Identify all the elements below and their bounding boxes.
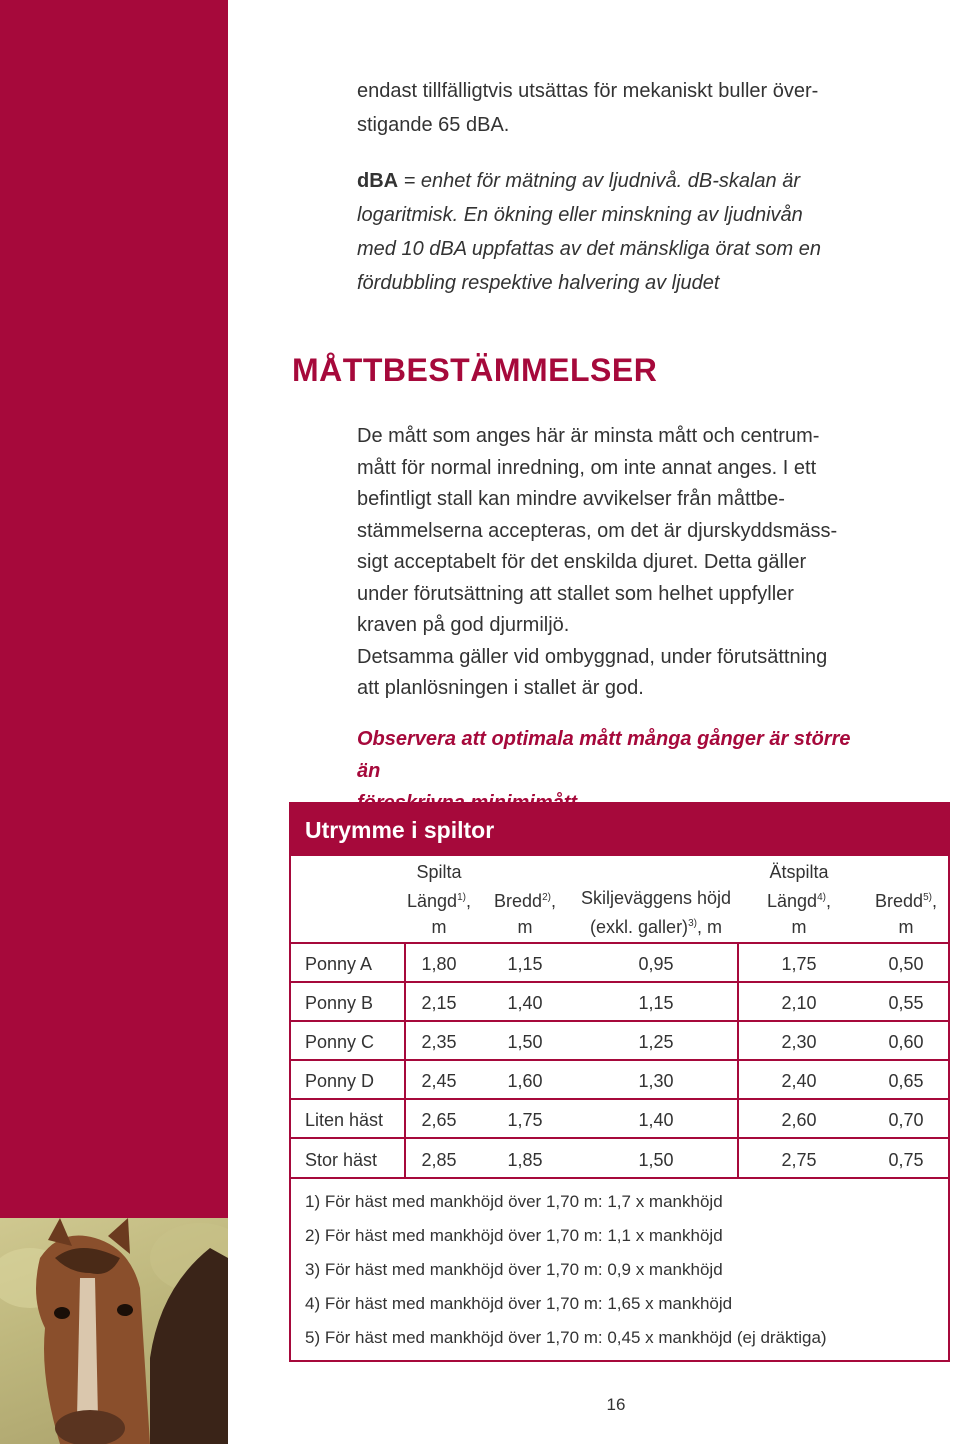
cell-skiljevagg: 1,50 — [638, 1150, 674, 1170]
page-number: 16 — [606, 1395, 626, 1414]
body-line: sigt acceptabelt för det enskilda djuret. Detta gäller — [357, 551, 807, 573]
table-col-rule — [404, 942, 406, 1179]
cell-atspilta-bredd: 0,60 — [888, 1032, 924, 1052]
row-label: Ponny D — [305, 1071, 375, 1091]
header-group-atspilta: Ätspilta — [769, 862, 829, 882]
header-atspilta-bredd — [861, 885, 951, 940]
body-line: under förutsättning att stallet som helhet uppfyller — [357, 582, 794, 605]
header-at-langd-label — [751, 885, 847, 914]
spiltor-table — [289, 802, 950, 1362]
table-title: Utrymme i spiltor — [291, 804, 948, 856]
body-line: befintligt stall kan mindre avvikelser från måttbe- — [357, 488, 785, 510]
table-rule — [291, 1137, 948, 1139]
header-atspilta-langd — [751, 859, 847, 940]
cell-spilta-bredd: 1,85 — [507, 1150, 543, 1170]
row-label: Stor häst — [305, 1150, 378, 1170]
header-sup: 4) — [817, 892, 826, 903]
cell-atspilta-bredd: 0,55 — [888, 993, 924, 1013]
table-rule — [291, 981, 948, 983]
cell-skiljevagg: 1,40 — [638, 1110, 674, 1130]
header-sup: 1) — [457, 892, 466, 903]
table-rule — [291, 1020, 948, 1022]
cell-spilta-bredd: 1,40 — [507, 993, 543, 1013]
cell-atspilta-langd: 2,75 — [781, 1150, 817, 1170]
cell-skiljevagg: 1,25 — [638, 1032, 674, 1052]
header-text: Bredd — [875, 891, 924, 911]
cell-atspilta-langd: 1,75 — [781, 954, 817, 974]
definition-term: dBA — [357, 170, 399, 192]
header-unit: m — [898, 917, 914, 937]
cell-spilta-langd: 2,65 — [421, 1110, 457, 1130]
row-label: Ponny C — [305, 1032, 375, 1052]
header-sup: 5) — [923, 892, 932, 903]
horse-photo — [0, 1218, 228, 1444]
body-line: kraven på god djurmiljö. — [357, 614, 570, 636]
footnote: 5) För häst med mankhöjd över 1,70 m: 0,45 x mankhöjd (ej dräktiga) — [305, 1328, 827, 1347]
cell-skiljevagg: 1,30 — [638, 1071, 674, 1091]
intro-paragraph — [357, 74, 877, 142]
cell-spilta-bredd: 1,60 — [507, 1071, 543, 1091]
header-skiljevagg — [573, 885, 739, 940]
horse-illustration — [0, 1218, 228, 1444]
footnote: 4) För häst med mankhöjd över 1,70 m: 1,65 x mankhöjd — [305, 1294, 733, 1313]
table-rule — [291, 1177, 948, 1179]
cell-skiljevagg: 1,15 — [638, 993, 674, 1013]
header-comma: , — [465, 891, 471, 911]
cell-spilta-langd: 2,85 — [421, 1150, 457, 1170]
header-bredd-label — [487, 885, 563, 914]
header-comma: , — [825, 891, 831, 911]
cell-atspilta-langd: 2,30 — [781, 1032, 817, 1052]
definition-line: logaritmisk. En ökning eller minskning av ljudnivån — [357, 204, 803, 226]
header-text: Längd — [407, 891, 458, 911]
cell-atspilta-langd: 2,10 — [781, 993, 817, 1013]
header-unit: m — [517, 917, 533, 937]
header-text: Skiljeväggens höjd — [580, 888, 732, 908]
cell-spilta-langd: 1,80 — [421, 954, 457, 974]
cell-atspilta-bredd: 0,50 — [888, 954, 924, 974]
body-line: stämmelserna accepteras, om det är djurskyddsmäss- — [357, 519, 838, 542]
table-rule — [291, 942, 948, 944]
cell-skiljevagg: 0,95 — [638, 954, 674, 974]
intro-line: endast tillfälligtvis utsättas för mekaniskt buller över- — [357, 80, 819, 102]
definition-line: med 10 dBA uppfattas av det mänskliga örat som en — [357, 238, 821, 260]
note-line: Observera att optimala mått många gånger är större än — [357, 728, 851, 782]
body-paragraph — [357, 421, 872, 705]
cell-atspilta-bredd: 0,70 — [888, 1110, 924, 1130]
header-text: Bredd — [494, 891, 543, 911]
cell-atspilta-bredd: 0,65 — [888, 1071, 924, 1091]
header-text: (exkl. galler) — [590, 917, 689, 937]
cell-spilta-langd: 2,45 — [421, 1071, 457, 1091]
header-sup: 3) — [688, 918, 697, 929]
footnote: 3) För häst med mankhöjd över 1,70 m: 0,9 x mankhöjd — [305, 1260, 723, 1279]
table-rule — [291, 1098, 948, 1100]
row-label: Ponny B — [305, 993, 374, 1013]
cell-spilta-bredd: 1,75 — [507, 1110, 543, 1130]
cell-atspilta-langd: 2,60 — [781, 1110, 817, 1130]
header-unit: , m — [696, 917, 722, 937]
cell-spilta-bredd: 1,15 — [507, 954, 543, 974]
header-comma: , — [550, 891, 556, 911]
cell-atspilta-bredd: 0,75 — [888, 1150, 924, 1170]
table-col-rule — [737, 942, 739, 1179]
definition-line — [357, 164, 877, 198]
row-label: Ponny A — [305, 954, 373, 974]
header-comma: , — [931, 891, 937, 911]
body-line: De mått som anges här är minsta mått och centrum- — [357, 425, 820, 447]
header-spilta-langd — [403, 859, 475, 940]
header-group-spilta: Spilta — [416, 862, 462, 882]
section-heading: MÅTTBESTÄMMELSER — [292, 352, 658, 388]
header-text: Längd — [767, 891, 818, 911]
cell-spilta-langd: 2,35 — [421, 1032, 457, 1052]
intro-line: stigande 65 dBA. — [357, 114, 510, 136]
footnote: 2) För häst med mankhöjd över 1,70 m: 1,1 x mankhöjd — [305, 1226, 723, 1245]
cell-atspilta-langd: 2,40 — [781, 1071, 817, 1091]
dba-definition — [357, 164, 877, 300]
cell-spilta-langd: 2,15 — [421, 993, 457, 1013]
definition-line: fördubbling respektive halvering av ljudet — [357, 272, 720, 294]
body-line: mått för normal inredning, om inte annat anges. I ett — [357, 456, 817, 479]
row-label: Liten häst — [305, 1110, 384, 1130]
header-spilta-bredd — [487, 885, 563, 940]
body-line: Detsamma gäller vid ombyggnad, under förutsättning — [357, 645, 828, 668]
cell-spilta-bredd: 1,50 — [507, 1032, 543, 1052]
definition-text: = enhet för mätning av ljudnivå. dB-skalan är — [398, 170, 801, 192]
table-rule — [291, 1059, 948, 1061]
header-unit: m — [431, 917, 447, 937]
header-unit: m — [791, 917, 807, 937]
header-at-bredd-label — [861, 885, 951, 914]
header-skilj-line2 — [573, 911, 739, 940]
header-sup: 2) — [542, 892, 551, 903]
body-line: att planlösningen i stallet är god. — [357, 677, 644, 699]
header-langd-label — [403, 885, 475, 914]
footnote: 1) För häst med mankhöjd över 1,70 m: 1,7 x mankhöjd — [305, 1192, 723, 1211]
